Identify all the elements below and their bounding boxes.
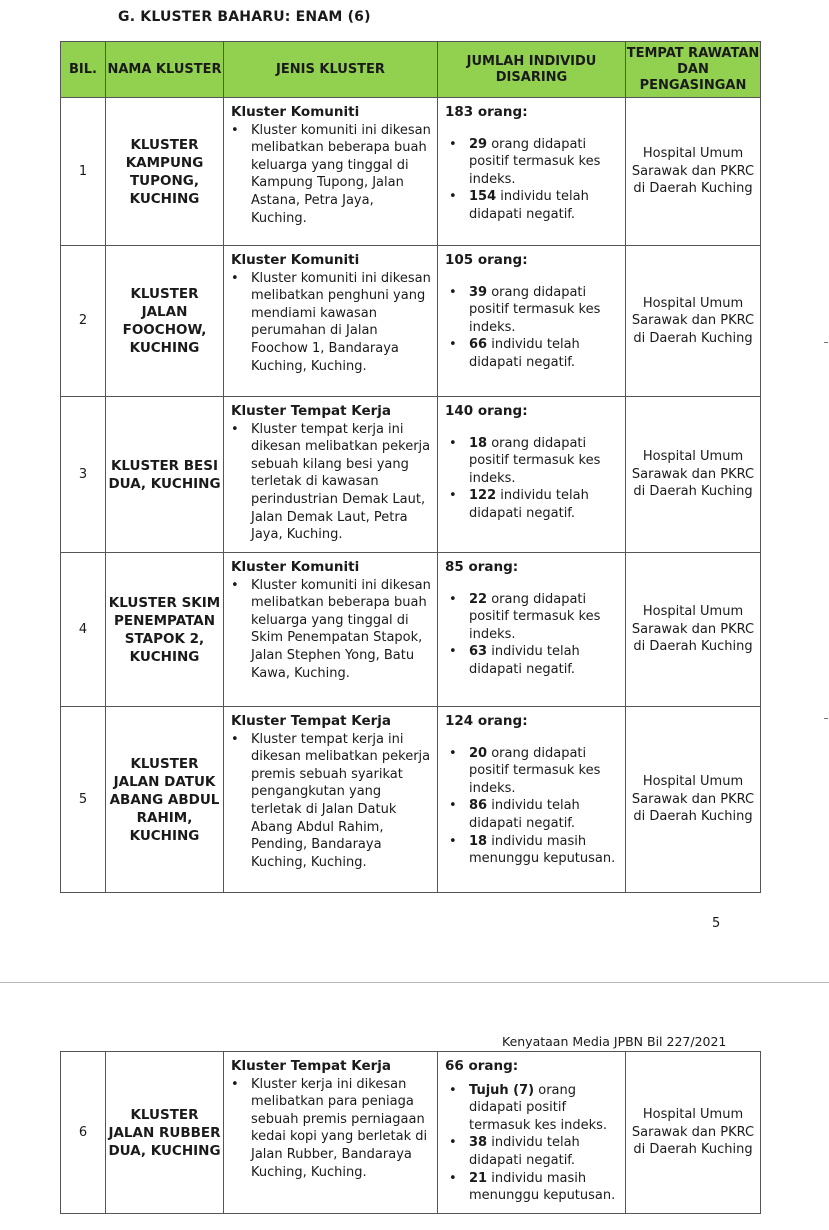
breakdown-text: individu masih menunggu keputusan. xyxy=(469,1170,616,1204)
breakdown-text: individu masih menunggu keputusan. xyxy=(469,833,616,867)
table-row xyxy=(61,98,761,246)
screened-count-cell xyxy=(438,1052,626,1214)
breakdown-text: individu telah didapati negatif. xyxy=(469,488,589,521)
document-reference: Kenyataan Media JPBN Bil 227/2021 xyxy=(502,1034,727,1049)
breakdown-text: orang didapati positif termasuk kes indeks. xyxy=(469,1082,608,1133)
cluster-name: KLUSTER BESI DUA, KUCHING xyxy=(106,397,224,553)
cluster-name: KLUSTER JALAN DATUK ABANG ABDUL RAHIM, KUCHING xyxy=(106,707,224,893)
breakdown-text: individu telah didapati negatif. xyxy=(469,337,580,370)
screened-total: 140 orang: xyxy=(445,403,528,419)
margin-mark xyxy=(824,718,828,719)
col-header-nama: NAMA KLUSTER xyxy=(106,42,224,98)
screened-breakdown-item xyxy=(445,1170,621,1205)
screened-count-cell xyxy=(438,98,626,246)
breakdown-count: 154 xyxy=(469,189,497,205)
treatment-place: Hospital Umum Sarawak dan PKRC di Daerah Kuching xyxy=(626,1052,761,1214)
screened-count-cell xyxy=(438,246,626,397)
breakdown-count: 22 xyxy=(469,591,488,607)
treatment-place: Hospital Umum Sarawak dan PKRC di Daerah Kuching xyxy=(626,98,761,246)
cluster-type-title: Kluster Komuniti xyxy=(231,252,360,268)
cluster-type-description: • Kluster tempat kerja ini dikesan melibatkan pekerja sebuah kilang besi yang terletak di kawasan perindustrian Demak Laut, Jalan Demak Laut, Petra Jaya, Kuching. xyxy=(231,421,433,544)
breakdown-text: orang didapati positif termasuk kes indeks. xyxy=(469,284,601,335)
breakdown-count: 63 xyxy=(469,644,488,660)
breakdown-text: orang didapati positif termasuk kes indeks. xyxy=(469,591,601,642)
treatment-place: Hospital Umum Sarawak dan PKRC di Daerah Kuching xyxy=(626,707,761,893)
section-heading: G. KLUSTER BAHARU: ENAM (6) xyxy=(118,9,371,25)
cluster-type-title: Kluster Tempat Kerja xyxy=(231,403,392,419)
screened-breakdown-list xyxy=(445,591,621,679)
screened-breakdown-item xyxy=(445,591,621,644)
cluster-type-description: • Kluster kerja ini dikesan melibatkan para peniaga sebuah premis perniagaan kedai kopi yang berletak di Jalan Rubber, Bandaraya Kuching, Kuching. xyxy=(231,1076,433,1182)
cluster-name: KLUSTER JALAN RUBBER DUA, KUCHING xyxy=(106,1052,224,1214)
table-row xyxy=(61,1052,761,1214)
cluster-type-title: Kluster Komuniti xyxy=(231,104,360,120)
screened-breakdown-list xyxy=(445,435,621,523)
cluster-type-description: • Kluster komuniti ini dikesan melibatkan penghuni yang mendiami kawasan perumahan di Jalan Foochow 1, Bandaraya Kuching, Kuching. xyxy=(231,270,433,376)
screened-breakdown-item xyxy=(445,797,621,832)
treatment-place: Hospital Umum Sarawak dan PKRC di Daerah Kuching xyxy=(626,246,761,397)
row-number: 2 xyxy=(61,246,106,397)
screened-count-cell xyxy=(438,397,626,553)
screened-breakdown-item xyxy=(445,336,621,371)
breakdown-count: 86 xyxy=(469,798,488,814)
cluster-type-description: • Kluster tempat kerja ini dikesan melibatkan pekerja premis sebuah syarikat pengangkutan yang terletak di Jalan Datuk Abang Abdul Rahim, Pending, Bandaraya Kuching, Kuching. xyxy=(231,731,433,872)
table-row xyxy=(61,553,761,707)
cluster-type-cell xyxy=(224,98,438,246)
screened-breakdown-list xyxy=(445,284,621,372)
breakdown-count: 66 xyxy=(469,337,488,353)
cluster-table xyxy=(60,41,761,893)
row-number: 3 xyxy=(61,397,106,553)
breakdown-count: 38 xyxy=(469,1135,488,1151)
screened-breakdown-item xyxy=(445,1134,621,1169)
col-header-bil: BIL. xyxy=(61,42,106,98)
screened-total: 183 orang: xyxy=(445,104,528,120)
breakdown-text: orang didapati positif termasuk kes indeks. xyxy=(469,435,601,486)
cluster-name: KLUSTER SKIM PENEMPATAN STAPOK 2, KUCHING xyxy=(106,553,224,707)
cluster-type-cell xyxy=(224,246,438,397)
table-row xyxy=(61,397,761,553)
cluster-type-cell xyxy=(224,707,438,893)
cluster-type-title: Kluster Tempat Kerja xyxy=(231,713,392,729)
row-number: 1 xyxy=(61,98,106,246)
screened-breakdown-list xyxy=(445,745,621,868)
cluster-type-description: • Kluster komuniti ini dikesan melibatkan beberapa buah keluarga yang tinggal di Kampung Tupong, Jalan Astana, Petra Jaya, Kuching. xyxy=(231,122,433,228)
breakdown-text: individu telah didapati negatif. xyxy=(469,644,580,677)
cluster-type-title: Kluster Tempat Kerja xyxy=(231,1058,392,1074)
row-number: 5 xyxy=(61,707,106,893)
screened-breakdown-item xyxy=(445,284,621,337)
screened-total: 105 orang: xyxy=(445,252,528,268)
table-row xyxy=(61,246,761,397)
cluster-table-continued xyxy=(60,1051,761,1214)
screened-breakdown-list xyxy=(445,136,621,224)
screened-breakdown-item xyxy=(445,435,621,488)
cluster-type-cell xyxy=(224,1052,438,1214)
page-number: 5 xyxy=(712,916,721,931)
margin-mark xyxy=(824,342,828,343)
screened-breakdown-item xyxy=(445,136,621,189)
screened-total: 85 orang: xyxy=(445,559,519,575)
breakdown-count: 29 xyxy=(469,136,488,152)
treatment-place: Hospital Umum Sarawak dan PKRC di Daerah Kuching xyxy=(626,553,761,707)
screened-breakdown-item xyxy=(445,833,621,868)
screened-breakdown-item xyxy=(445,487,621,522)
cluster-type-title: Kluster Komuniti xyxy=(231,559,360,575)
table-row xyxy=(61,707,761,893)
screened-count-cell xyxy=(438,553,626,707)
breakdown-count: 39 xyxy=(469,284,488,300)
screened-breakdown-item xyxy=(445,643,621,678)
cluster-type-description: • Kluster komuniti ini dikesan melibatkan beberapa buah keluarga yang tinggal di Skim Penempatan Stapok, Jalan Stephen Yong, Batu Kawa, Kuching. xyxy=(231,577,433,683)
breakdown-text: individu telah didapati negatif. xyxy=(469,189,589,222)
screened-total: 66 orang: xyxy=(445,1058,519,1074)
row-number: 4 xyxy=(61,553,106,707)
screened-breakdown-item xyxy=(445,188,621,223)
screened-breakdown-item xyxy=(445,745,621,798)
page-break-divider xyxy=(0,982,829,983)
col-header-jenis: JENIS KLUSTER xyxy=(224,42,438,98)
screened-breakdown-list xyxy=(445,1082,621,1205)
row-number: 6 xyxy=(61,1052,106,1214)
cluster-type-cell xyxy=(224,397,438,553)
breakdown-count: 21 xyxy=(469,1170,488,1186)
breakdown-count: 18 xyxy=(469,833,488,849)
breakdown-count: 18 xyxy=(469,435,488,451)
col-header-jumlah: JUMLAH INDIVIDU DISARING xyxy=(438,42,626,98)
cluster-name: KLUSTER KAMPUNG TUPONG, KUCHING xyxy=(106,98,224,246)
breakdown-text: individu telah didapati negatif. xyxy=(469,1135,580,1168)
breakdown-count: 122 xyxy=(469,488,497,504)
breakdown-text: orang didapati positif termasuk kes indeks. xyxy=(469,136,601,187)
breakdown-text: orang didapati positif termasuk kes indeks. xyxy=(469,745,601,796)
screened-total: 124 orang: xyxy=(445,713,528,729)
table-header-row xyxy=(61,42,761,98)
treatment-place: Hospital Umum Sarawak dan PKRC di Daerah Kuching xyxy=(626,397,761,553)
screened-breakdown-item xyxy=(445,1082,621,1135)
screened-count-cell xyxy=(438,707,626,893)
cluster-type-cell xyxy=(224,553,438,707)
col-header-tempat: TEMPAT RAWATAN DAN PENGASINGAN xyxy=(626,42,761,98)
breakdown-count: 20 xyxy=(469,745,488,761)
cluster-name: KLUSTER JALAN FOOCHOW, KUCHING xyxy=(106,246,224,397)
breakdown-count: Tujuh (7) xyxy=(469,1082,535,1098)
breakdown-text: individu telah didapati negatif. xyxy=(469,798,580,831)
